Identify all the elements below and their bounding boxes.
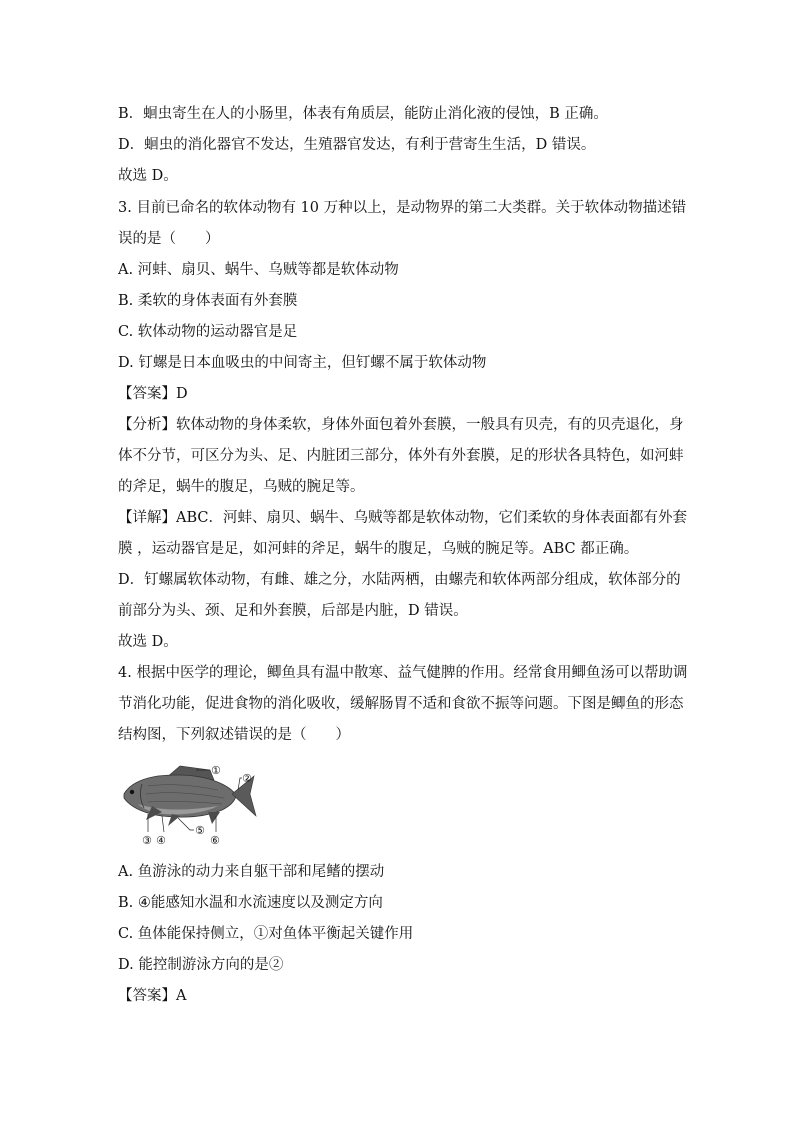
option-b: B. ④能感知水温和水流速度以及测定方向 [118, 895, 383, 911]
label-1: ① [211, 764, 221, 777]
text-line: D．蛔虫的消化器官不发达，生殖器官发达，有利于营寄生生活，D 错误。 [118, 137, 596, 153]
analysis: 【分析】软体动物的身体柔软，身体外面包着外套膜，一般具有贝壳，有的贝壳退化，身 [118, 417, 684, 433]
option-a: A. 鱼游泳的动力来自躯干部和尾鳍的摆动 [118, 864, 385, 880]
option-b: B. 柔软的身体表面有外套膜 [118, 293, 298, 309]
option-c: C. 软体动物的运动器官是足 [118, 324, 298, 340]
question-3-stem: 3. 目前已命名的软体动物有 10 万种以上，是动物界的第二大类群。关于软体动物描述错 [118, 200, 687, 216]
answer-label: 【答案】D [118, 386, 188, 402]
fish-diagram [118, 758, 268, 850]
option-a: A. 河蚌、扇贝、蜗牛、乌贼等都是软体动物 [118, 262, 399, 278]
label-3: ③ [142, 834, 152, 847]
explanation: 【详解】ABC．河蚌、扇贝、蜗牛、乌贼等都是软体动物，它们柔软的身体表面都有外套 [118, 510, 687, 526]
explanation: 膜 ，运动器官是足，如河蚌的斧足，蜗牛的腹足，乌贼的腕足等。ABC 都正确。 [118, 541, 639, 557]
text-line: 故选 D。 [118, 634, 178, 650]
answer-label: 【答案】A [118, 988, 187, 1004]
text-line: 故选 D。 [118, 168, 178, 184]
label-4: ④ [156, 834, 166, 847]
question-4-stem: 结构图，下列叙述错误的是（ ） [118, 727, 350, 743]
analysis: 的斧足，蜗牛的腹足，乌贼的腕足等。 [118, 479, 365, 495]
label-2: ② [242, 772, 252, 785]
option-d: D. 钉螺是日本血吸虫的中间寄主，但钉螺不属于软体动物 [118, 355, 487, 371]
label-6: ⑥ [210, 834, 220, 847]
question-4-stem: 4. 根据中医学的理论，鲫鱼具有温中散寒、益气健脾的作用。经常食用鲫鱼汤可以帮助调 [118, 665, 688, 681]
question-4-stem: 节消化功能，促进食物的消化吸收，缓解肠胃不适和食欲不振等问题。下图是鲫鱼的形态 [118, 696, 684, 712]
option-c: C. 鱼体能保持侧立，①对鱼体平衡起关键作用 [118, 926, 414, 942]
text-line: B．蛔虫寄生在人的小肠里，体表有角质层，能防止消化液的侵蚀，B 正确。 [118, 106, 608, 122]
explanation: D．钉螺属软体动物，有雌、雄之分，水陆两栖，由螺壳和软体两部分组成，软体部分的 [118, 572, 681, 588]
analysis: 体不分节，可区分为头、足、内脏团三部分，体外有外套膜，足的形状各具特色，如河蚌 [118, 448, 684, 464]
explanation: 前部分为头、颈、足和外套膜，后部是内脏，D 错误。 [118, 603, 468, 619]
option-d: D. 能控制游泳方向的是② [118, 957, 284, 973]
fish-illustration [124, 766, 256, 826]
question-3-stem: 误的是（ ） [118, 231, 220, 247]
label-5: ⑤ [195, 824, 205, 837]
